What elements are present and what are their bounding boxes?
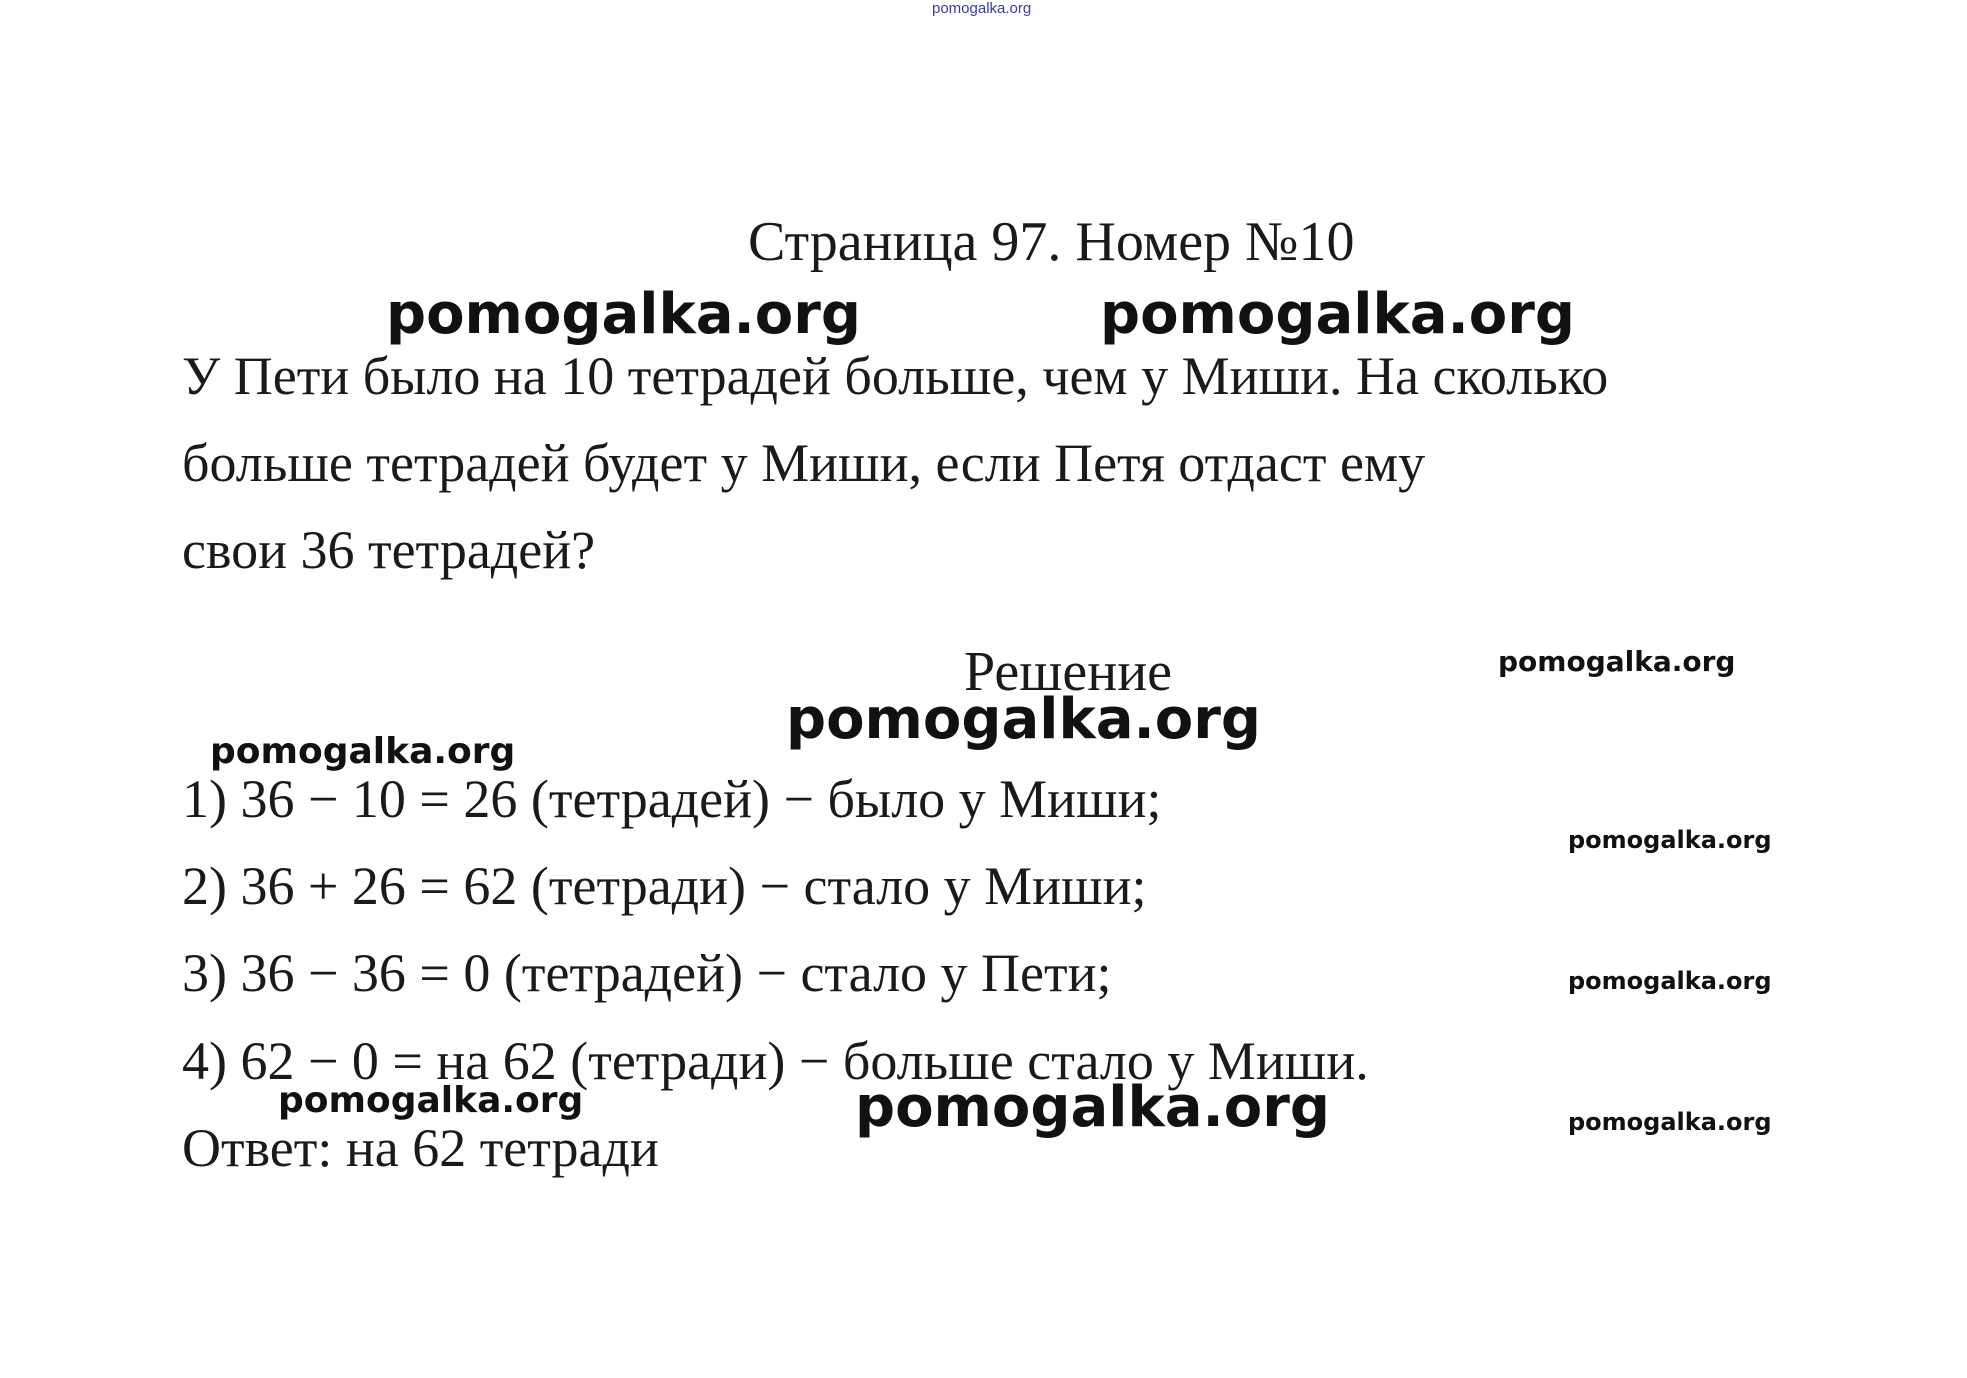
watermark: pomogalka.org (786, 687, 1261, 752)
problem-line: свои 36 тетрадей? (182, 520, 596, 580)
problem-line: У Пети было на 10 тетрадей больше, чем у Миши. На сколько (182, 346, 1609, 406)
solution-step: 3) 36 − 36 = 0 (тетрадей) − стало у Пети; (182, 943, 1112, 1003)
watermark: pomogalka.org (1498, 645, 1736, 678)
watermark: pomogalka.org (278, 1080, 584, 1121)
watermark: pomogalka.org (1568, 1108, 1772, 1136)
solution-step: 2) 36 + 26 = 62 (тетради) − стало у Миши; (182, 856, 1147, 916)
watermark: pomogalka.org (1568, 967, 1772, 995)
watermark: pomogalka.org (386, 282, 861, 347)
problem-line: больше тетрадей будет у Миши, если Петя отдаст ему (182, 433, 1426, 493)
watermark: pomogalka.org (1568, 826, 1772, 854)
watermark: pomogalka.org (855, 1075, 1330, 1140)
page-title: Страница 97. Номер №10 (748, 211, 1355, 273)
answer: Ответ: на 62 тетради (182, 1118, 659, 1178)
site-link-top[interactable]: pomogalka.org (932, 0, 1032, 17)
solution-heading: Решение (964, 641, 1173, 703)
solution-step: 4) 62 − 0 = на 62 (тетради) − больше стало у Миши. (182, 1031, 1369, 1091)
watermark: pomogalka.org (210, 731, 516, 772)
watermark: pomogalka.org (1100, 282, 1575, 347)
solution-step: 1) 36 − 10 = 26 (тетрадей) − было у Миши; (182, 769, 1162, 829)
